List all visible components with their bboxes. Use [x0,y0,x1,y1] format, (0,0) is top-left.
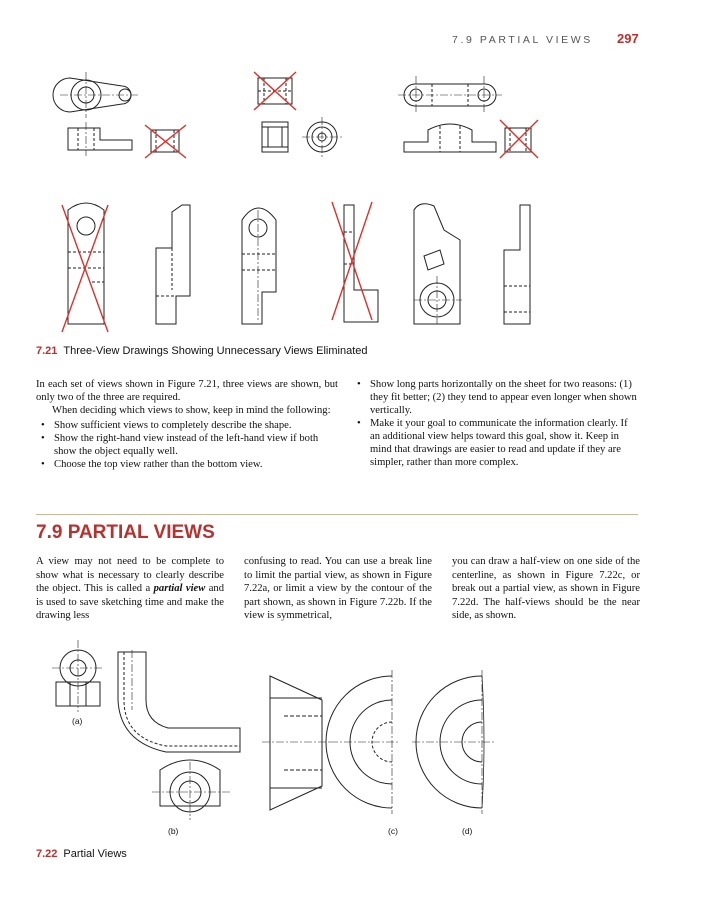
partial-view-b [118,650,240,820]
figure-label-d: (d) [462,826,473,836]
figure-7-22-number: 7.22 [36,848,58,860]
page-number: 297 [617,31,639,46]
section-col3-text: you can draw a half-view on one side of the centerline, as shown in Figure 7.22c, or break out a partial view, as shown in Figure 7.22d. The half-views should be the near side, as shown. [452,556,640,621]
list-item: • Show long parts horizontally on the sheet for two reasons: (1) they fit better; (2) they tend to appear even longer when shown vertically. [352,378,638,417]
partial-view-d [412,670,494,814]
partial-view-term: partial view [153,583,206,594]
body-paragraph-1: In each set of views shown in Figure 7.21, three views are shown, but only two of the three are required. [36,379,338,403]
body-paragraph-2: When deciding which views to show, keep in mind the following: [52,405,331,416]
figure-label-b: (b) [168,826,179,836]
section-title: PARTIAL VIEWS [67,522,215,543]
list-item: • Choose the top view rather than the bottom view. [36,458,338,471]
figure-label-a: (a) [72,716,83,726]
figure-label-c: (c) [388,826,398,836]
list-item: • Show the right-hand view instead of the left-hand view if both show the object equally well. [36,432,338,458]
figure-7-21-number: 7.21 [36,345,58,357]
section-col2-text: confusing to read. You can use a break line to limit the partial view, as shown in Figure 7.22a, or limit a view by the contour of the part shown, as shown in Figure 7.22b. If the view is symmetrical, [244,556,432,621]
partial-view-a [52,640,104,712]
figure-7-21-title: Three-View Drawings Showing Unnecessary Views Eliminated [63,345,368,357]
section-number: 7.9 [36,522,63,543]
running-header: 7.9 PARTIAL VIEWS [452,34,593,46]
figure-7-22-title: Partial Views [63,848,127,860]
figure-7-22-caption [36,848,127,860]
list-item: • Show sufficient views to completely describe the shape. [36,419,338,432]
section-col1-text-a: A view may not need to be complete to show what is necessary to clearly describe the object. This is called a [36,556,224,594]
partial-view-c-half [326,670,400,814]
partial-view-c-front [262,676,330,810]
list-item: • Make it your goal to communicate the information clearly. If an additional view helps toward this goal, show it. Keep in mind that drawings are easier to read and update if they are simpler, rather than more complex. [352,417,638,469]
section-col1-text-b: and is used to save sketching time and make the drawing less [36,583,224,621]
